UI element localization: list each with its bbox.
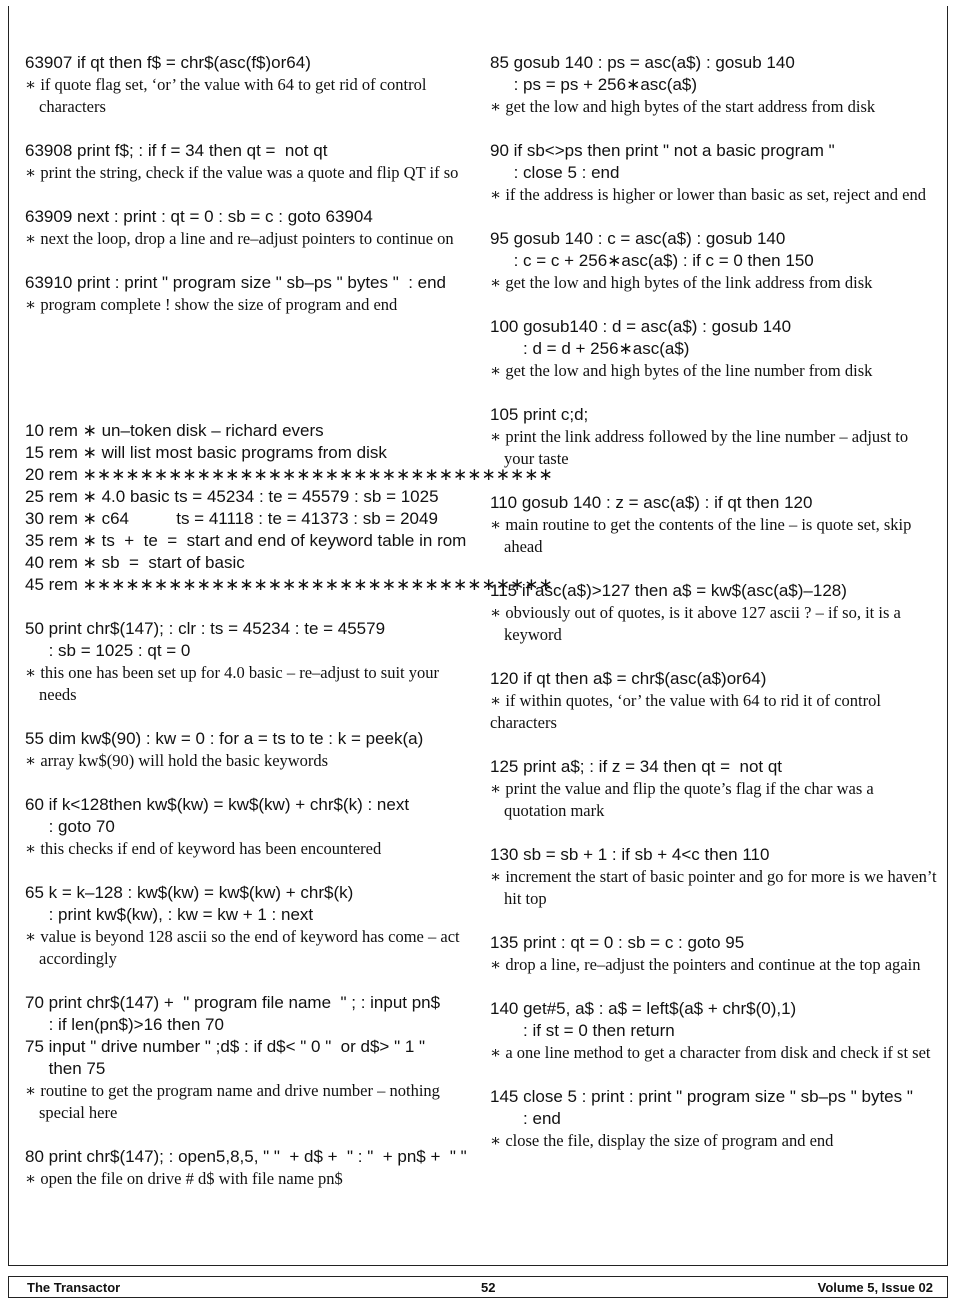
code-block xyxy=(490,998,940,1064)
code-line: 30 rem ∗ c64 ts = 41118 : te = 41373 : sb = 2049 xyxy=(25,509,438,528)
code-block xyxy=(25,140,475,184)
code-block xyxy=(490,52,940,118)
code-comment: ∗ this one has been set up for 4.0 basic – re–adjust to suit your needs xyxy=(25,663,440,704)
code-block xyxy=(490,932,940,976)
code-block xyxy=(490,228,940,294)
code-line: 130 sb = sb + 1 : if sb + 4<c then 110 xyxy=(490,845,770,864)
code-block xyxy=(25,618,475,706)
column-spacer xyxy=(25,338,475,420)
code-line: 100 gosub140 : d = asc(a$) : gosub 140 xyxy=(490,317,792,336)
code-block xyxy=(25,272,475,316)
code-comment: ∗ if within quotes, ‘or’ the value with 64 to rid it of control characters xyxy=(490,691,881,732)
code-line: 120 if qt then a$ = chr$(asc(a$)or64) xyxy=(490,669,767,688)
code-block xyxy=(25,420,553,596)
code-line: 65 k = k–128 : kw$(kw) = kw$(kw) + chr$(k) xyxy=(25,883,354,902)
code-line: : d = d + 256∗asc(a$) xyxy=(490,339,690,358)
code-block xyxy=(25,1146,475,1190)
code-comment: ∗ get the low and high bytes of the start address from disk xyxy=(490,97,876,116)
code-line: 63907 if qt then f$ = chr$(asc(f$)or64) xyxy=(25,53,311,72)
code-block xyxy=(490,580,940,646)
code-line: : if len(pn$)>16 then 70 xyxy=(25,1015,224,1034)
code-line: 50 print chr$(147); : clr : ts = 45234 : te = 45579 xyxy=(25,619,386,638)
code-block xyxy=(490,1086,940,1152)
code-comment: ∗ open the file on drive # d$ with file name pn$ xyxy=(25,1169,343,1188)
code-block xyxy=(25,882,475,970)
code-comment: ∗ print the value and flip the quote’s flag if the char was a quotation mark xyxy=(490,779,874,820)
code-block xyxy=(490,404,940,470)
code-comment: ∗ increment the start of basic pointer and go for more is we haven’t hit top xyxy=(490,867,937,908)
code-line: 63908 print f$; : if f = 34 then qt = not qt xyxy=(25,141,328,160)
code-comment: ∗ get the low and high bytes of the link address from disk xyxy=(490,273,873,292)
code-line: 110 gosub 140 : z = asc(a$) : if qt then 120 xyxy=(490,493,813,512)
code-line: 115 if asc(a$)>127 then a$ = kw$(asc(a$)–128) xyxy=(490,581,847,600)
code-comment: ∗ this checks if end of keyword has been encountered xyxy=(25,839,382,858)
right-column xyxy=(490,52,940,1174)
code-line: 90 if sb<>ps then print " not a basic program " xyxy=(490,141,835,160)
code-line: : end xyxy=(490,1109,561,1128)
page-number: 52 xyxy=(481,1279,496,1295)
code-comment: ∗ get the low and high bytes of the line number from disk xyxy=(490,361,873,380)
code-comment: ∗ print the string, check if the value was a quote and flip QT if so xyxy=(25,163,459,182)
code-line: 25 rem ∗ 4.0 basic ts = 45234 : te = 45579 : sb = 1025 xyxy=(25,487,439,506)
code-comment: ∗ next the loop, drop a line and re–adjust pointers to continue on xyxy=(25,229,454,248)
code-line: : c = c + 256∗asc(a$) : if c = 0 then 150 xyxy=(490,251,814,270)
code-line: : goto 70 xyxy=(25,817,115,836)
code-block xyxy=(490,668,940,734)
code-line: 55 dim kw$(90) : kw = 0 : for a = ts to te : k = peek(a) xyxy=(25,729,424,748)
code-line: 40 rem ∗ sb = start of basic xyxy=(25,553,245,572)
code-block xyxy=(490,316,940,382)
publication-name: The Transactor xyxy=(27,1279,121,1295)
code-comment: ∗ if quote flag set, ‘or’ the value with 64 to get rid of control characters xyxy=(25,75,427,116)
code-line: 20 rem ∗∗∗∗∗∗∗∗∗∗∗∗∗∗∗∗∗∗∗∗∗∗∗∗∗∗∗∗∗∗∗∗∗ xyxy=(25,465,553,484)
code-line: 135 print : qt = 0 : sb = c : goto 95 xyxy=(490,933,745,952)
code-comment: ∗ routine to get the program name and drive number – nothing special here xyxy=(25,1081,440,1122)
code-block xyxy=(25,992,475,1124)
code-comment: ∗ value is beyond 128 ascii so the end of keyword has come – act accordingly xyxy=(25,927,460,968)
code-comment: ∗ main routine to get the contents of the line – is quote set, skip ahead xyxy=(490,515,912,556)
code-line: 145 close 5 : print : print " program size " sb–ps " bytes " xyxy=(490,1087,913,1106)
code-block xyxy=(25,206,475,250)
code-line: 80 print chr$(147); : open5,8,5, " " + d$ + " : " + pn$ + " " xyxy=(25,1147,467,1166)
code-comment: ∗ obviously out of quotes, is it above 127 ascii ? – if so, it is a keyword xyxy=(490,603,901,644)
code-line: 60 if k<128then kw$(kw) = kw$(kw) + chr$(k) : next xyxy=(25,795,410,814)
code-comment: ∗ array kw$(90) will hold the basic keywords xyxy=(25,751,329,770)
code-block xyxy=(25,728,475,772)
code-line: 63910 print : print " program size " sb–ps " bytes " : end xyxy=(25,273,447,292)
code-line: 15 rem ∗ will list most basic programs from disk xyxy=(25,443,387,462)
code-line: : sb = 1025 : qt = 0 xyxy=(25,641,191,660)
code-line: 45 rem ∗∗∗∗∗∗∗∗∗∗∗∗∗∗∗∗∗∗∗∗∗∗∗∗∗∗∗∗∗∗∗∗∗ xyxy=(25,575,553,594)
code-line: : close 5 : end xyxy=(490,163,620,182)
code-comment: ∗ print the link address followed by the line number – adjust to your taste xyxy=(490,427,909,468)
code-line: : print kw$(kw), : kw = kw + 1 : next xyxy=(25,905,314,924)
code-line: 75 input " drive number " ;d$ : if d$< " 0 " or d$> " 1 " xyxy=(25,1037,426,1056)
code-line: : ps = ps + 256∗asc(a$) xyxy=(490,75,698,94)
code-line: 70 print chr$(147) + " program file name " ; : input pn$ xyxy=(25,993,441,1012)
code-block xyxy=(490,492,940,558)
code-line: : if st = 0 then return xyxy=(490,1021,675,1040)
code-block xyxy=(25,794,475,860)
code-line: 105 print c;d; xyxy=(490,405,589,424)
issue-label: Volume 5, Issue 02 xyxy=(817,1279,933,1295)
code-block xyxy=(25,52,475,118)
code-comment: ∗ if the address is higher or lower than basic as set, reject and end xyxy=(490,185,926,204)
code-line: then 75 xyxy=(25,1059,106,1078)
code-comment: ∗ program complete ! show the size of program and end xyxy=(25,295,398,314)
code-comment: ∗ close the file, display the size of program and end xyxy=(490,1131,834,1150)
page-footer xyxy=(8,1276,948,1298)
code-comment: ∗ a one line method to get a character from disk and check if st set xyxy=(490,1043,931,1062)
code-line: 63909 next : print : qt = 0 : sb = c : goto 63904 xyxy=(25,207,373,226)
code-line: 35 rem ∗ ts + te = start and end of keyword table in rom xyxy=(25,531,467,550)
code-comment: ∗ drop a line, re–adjust the pointers and continue at the top again xyxy=(490,955,921,974)
code-block xyxy=(490,844,940,910)
code-line: 140 get#5, a$ : a$ = left$(a$ + chr$(0),1) xyxy=(490,999,797,1018)
code-line: 10 rem ∗ un–token disk – richard evers xyxy=(25,421,324,440)
code-line: 85 gosub 140 : ps = asc(a$) : gosub 140 xyxy=(490,53,795,72)
code-block xyxy=(490,756,940,822)
code-line: 125 print a$; : if z = 34 then qt = not qt xyxy=(490,757,783,776)
code-block xyxy=(490,140,940,206)
code-line: 95 gosub 140 : c = asc(a$) : gosub 140 xyxy=(490,229,786,248)
